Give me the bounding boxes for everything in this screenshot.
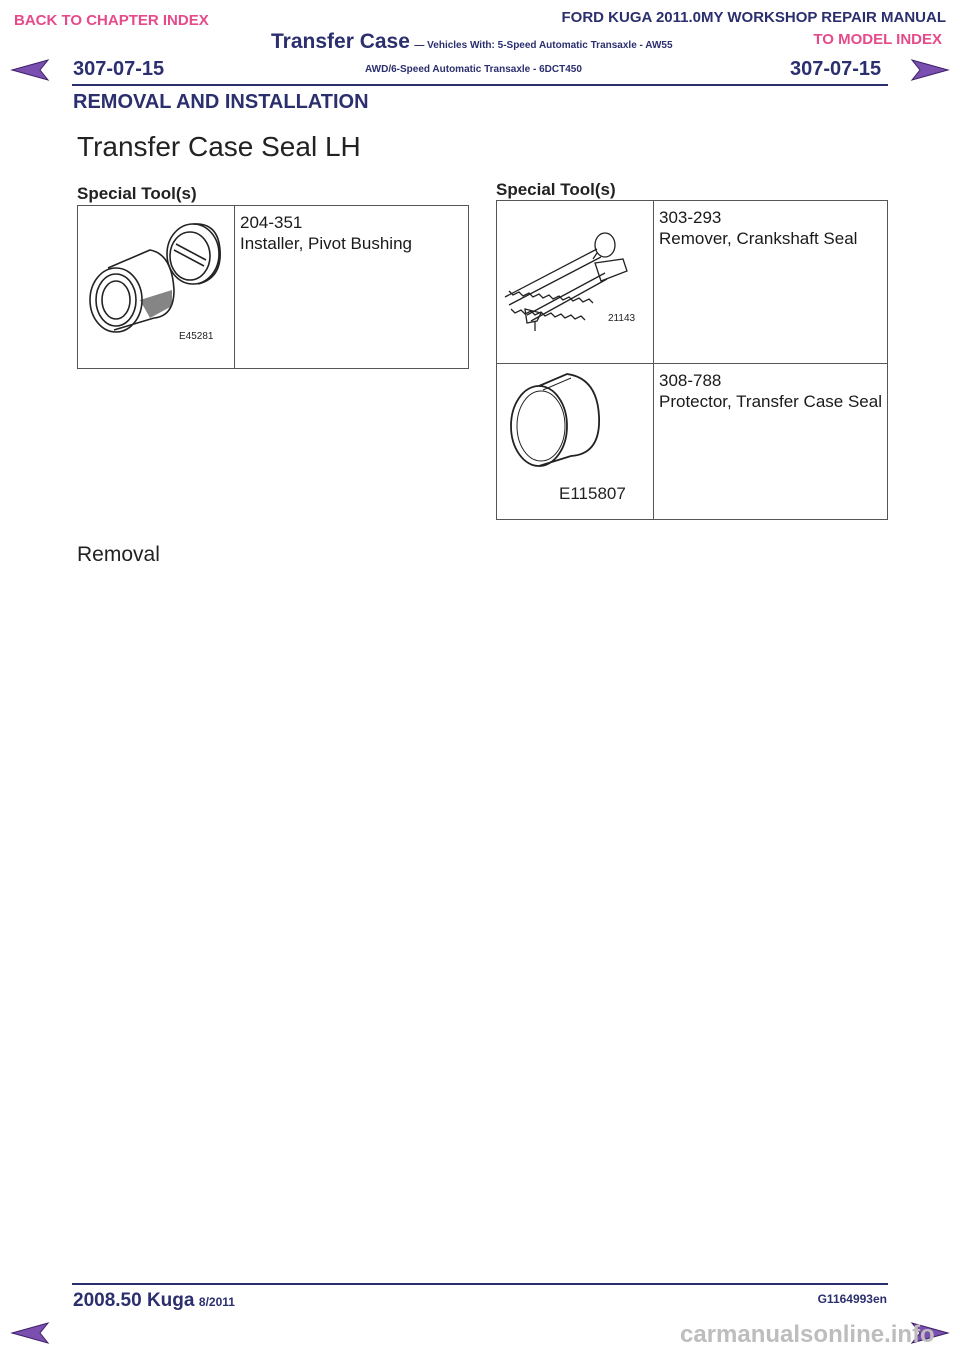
- tool-text-cell: [235, 206, 469, 369]
- tool-figure-cell: [497, 201, 654, 364]
- section-heading: REMOVAL AND INSTALLATION: [73, 91, 369, 113]
- previous-page-arrow-bottom-icon[interactable]: [10, 1320, 50, 1346]
- footer-date: 8/2011: [198, 1295, 235, 1309]
- special-tools-heading-left: Special Tool(s): [77, 184, 197, 203]
- manual-title: FORD KUGA 2011.0MY WORKSHOP REPAIR MANUAL: [561, 9, 946, 26]
- header-rule: [72, 84, 888, 86]
- tool-row: [497, 201, 888, 364]
- page-title: Transfer Case Seal LH: [77, 131, 361, 162]
- footer-doc-code: G1164993en: [817, 1292, 887, 1306]
- pivot-bushing-installer-illustration-icon: [78, 206, 234, 368]
- footer-model: 2008.50 Kuga: [73, 1290, 195, 1311]
- special-tools-heading-right: Special Tool(s): [496, 180, 616, 199]
- section-header: [271, 30, 673, 54]
- to-model-index-link[interactable]: TO MODEL INDEX: [813, 31, 942, 48]
- tool-description: [654, 364, 887, 418]
- tool-number: 204-351: [240, 213, 303, 232]
- figure-id: E115807: [559, 484, 626, 503]
- tool-row: [78, 206, 469, 369]
- section-subtitle: — Vehicles With: 5-Speed Automatic Transaxle - AW55: [414, 40, 673, 51]
- figure-id: E45281: [179, 331, 214, 342]
- section-title: Transfer Case: [271, 30, 410, 53]
- special-tools-table-left: [77, 205, 469, 369]
- tool-number: 308-788: [659, 371, 722, 390]
- tool-name: Protector, Transfer Case Seal: [659, 392, 882, 411]
- tool-figure-cell: [78, 206, 235, 369]
- tool-number: 303-293: [659, 208, 722, 227]
- page-code-left: 307-07-15: [73, 58, 165, 80]
- footer-rule: [72, 1283, 888, 1285]
- footer-model-info: [73, 1290, 235, 1312]
- page-code-right: 307-07-15: [790, 58, 882, 80]
- watermark: carmanualsonline.info: [680, 1321, 935, 1348]
- tool-name: Installer, Pivot Bushing: [240, 234, 412, 253]
- special-tools-table-right: [496, 200, 888, 520]
- tool-text-cell: [654, 364, 888, 520]
- tool-figure-cell: [497, 364, 654, 520]
- removal-heading: Removal: [77, 543, 160, 566]
- previous-page-arrow-icon[interactable]: [10, 57, 50, 83]
- tool-description: [654, 201, 887, 255]
- crankshaft-seal-remover-illustration-icon: [497, 201, 653, 363]
- tool-text-cell: [654, 201, 888, 364]
- tool-description: [235, 206, 468, 260]
- next-page-arrow-icon[interactable]: [910, 57, 950, 83]
- back-to-chapter-index-link[interactable]: BACK TO CHAPTER INDEX: [14, 12, 209, 29]
- tool-row: [497, 364, 888, 520]
- tool-name: Remover, Crankshaft Seal: [659, 229, 858, 248]
- figure-id: 21143: [608, 313, 636, 324]
- section-subtitle-2: AWD/6-Speed Automatic Transaxle - 6DCT450: [365, 64, 582, 75]
